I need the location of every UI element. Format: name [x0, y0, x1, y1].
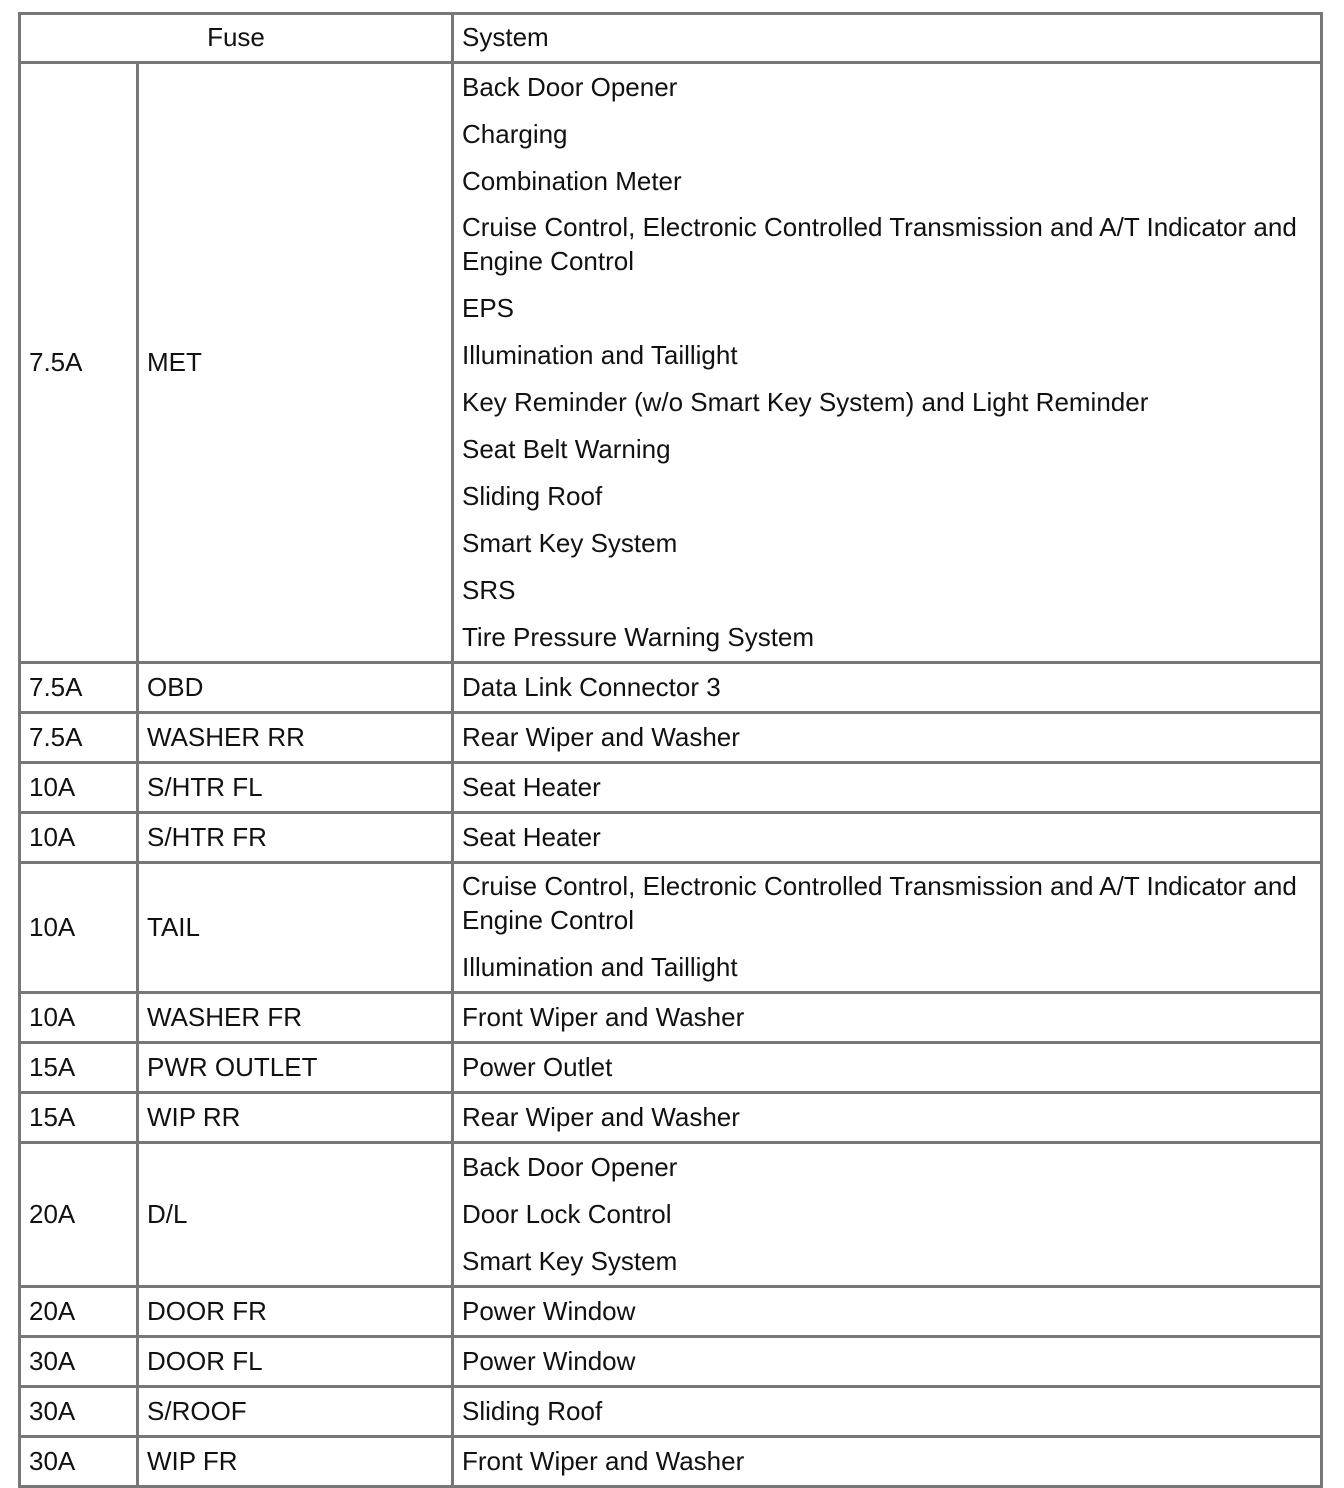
system-item: Illumination and Taillight	[462, 951, 738, 982]
system-item: Front Wiper and Washer	[462, 1445, 745, 1476]
fuse-amperage-cell: 30A	[20, 1437, 138, 1487]
table-row	[20, 663, 1322, 713]
system-item: Illumination and Taillight	[462, 339, 738, 370]
fuse-name-cell: WIP FR	[138, 1437, 453, 1487]
system-column-header: System	[453, 14, 1322, 63]
system-item: Back Door Opener	[462, 1151, 678, 1182]
fuse-name-cell: S/HTR FL	[138, 763, 453, 813]
system-item: Charging	[462, 118, 568, 149]
fuse-name-cell: S/HTR FR	[138, 813, 453, 863]
system-item: Power Window	[462, 1345, 636, 1376]
system-item: Smart Key System	[462, 527, 678, 558]
system-item: Door Lock Control	[462, 1198, 672, 1229]
table-row	[20, 763, 1322, 813]
table-row	[20, 1143, 1322, 1287]
system-item: Seat Belt Warning	[462, 433, 671, 464]
table-row	[20, 1287, 1322, 1337]
table-row	[20, 1043, 1322, 1093]
system-cell	[453, 713, 1322, 763]
fuse-column-header: Fuse	[20, 14, 453, 63]
fuse-amperage-cell: 7.5A	[20, 713, 138, 763]
system-item: Data Link Connector 3	[462, 671, 721, 702]
table-row	[20, 813, 1322, 863]
fuse-amperage-cell: 20A	[20, 1287, 138, 1337]
fuse-name-cell: WASHER FR	[138, 993, 453, 1043]
system-cell	[453, 1337, 1322, 1387]
system-item: Tire Pressure Warning System	[462, 621, 815, 652]
fuse-amperage-cell: 10A	[20, 993, 138, 1043]
fuse-table	[18, 12, 1323, 1488]
fuse-name-cell: D/L	[138, 1143, 453, 1287]
system-cell	[453, 1143, 1322, 1287]
system-item: Sliding Roof	[462, 480, 603, 511]
table-row	[20, 63, 1322, 663]
system-item: Power Window	[462, 1295, 636, 1326]
system-item: Seat Heater	[462, 771, 601, 802]
fuse-amperage-cell: 10A	[20, 763, 138, 813]
fuse-amperage-cell: 15A	[20, 1093, 138, 1143]
system-item: EPS	[462, 292, 515, 323]
table-row	[20, 1093, 1322, 1143]
fuse-name-cell: DOOR FR	[138, 1287, 453, 1337]
system-cell	[453, 863, 1322, 993]
table-row	[20, 993, 1322, 1043]
table-body	[20, 63, 1322, 1487]
fuse-amperage-cell: 30A	[20, 1337, 138, 1387]
system-item: Back Door Opener	[462, 71, 678, 102]
table-row	[20, 1437, 1322, 1487]
system-item: Cruise Control, Electronic Controlled Transmission and A/T Indicator and Engine Control	[462, 871, 1297, 935]
system-cell	[453, 1387, 1322, 1437]
fuse-name-cell: OBD	[138, 663, 453, 713]
fuse-amperage-cell: 20A	[20, 1143, 138, 1287]
fuse-amperage-cell: 10A	[20, 863, 138, 993]
system-item: Rear Wiper and Washer	[462, 721, 740, 752]
fuse-name-cell: TAIL	[138, 863, 453, 993]
system-cell	[453, 763, 1322, 813]
fuse-name-cell: WIP RR	[138, 1093, 453, 1143]
system-cell	[453, 1043, 1322, 1093]
system-item: Cruise Control, Electronic Controlled Transmission and A/T Indicator and Engine Control	[462, 212, 1297, 276]
fuse-amperage-cell: 15A	[20, 1043, 138, 1093]
fuse-name-cell: MET	[138, 63, 453, 663]
system-item: Rear Wiper and Washer	[462, 1101, 740, 1132]
fuse-name-cell: S/ROOF	[138, 1387, 453, 1437]
system-item: Combination Meter	[462, 165, 682, 196]
system-item: Seat Heater	[462, 821, 601, 852]
system-cell	[453, 1437, 1322, 1487]
system-item: Smart Key System	[462, 1245, 678, 1276]
table-row	[20, 1387, 1322, 1437]
fuse-amperage-cell: 10A	[20, 813, 138, 863]
table-header	[20, 14, 1322, 63]
table-row	[20, 713, 1322, 763]
fuse-name-cell: WASHER RR	[138, 713, 453, 763]
system-item: SRS	[462, 574, 516, 605]
fuse-amperage-cell: 7.5A	[20, 663, 138, 713]
system-item: Sliding Roof	[462, 1395, 603, 1426]
table-row	[20, 863, 1322, 993]
system-cell	[453, 813, 1322, 863]
fuse-amperage-cell: 7.5A	[20, 63, 138, 663]
fuse-amperage-cell: 30A	[20, 1387, 138, 1437]
system-cell	[453, 993, 1322, 1043]
system-cell	[453, 1287, 1322, 1337]
system-cell	[453, 1093, 1322, 1143]
table-row	[20, 1337, 1322, 1387]
header-row	[20, 14, 1322, 63]
system-cell	[453, 63, 1322, 663]
system-item: Power Outlet	[462, 1051, 613, 1082]
system-cell	[453, 663, 1322, 713]
fuse-name-cell: DOOR FL	[138, 1337, 453, 1387]
fuse-name-cell: PWR OUTLET	[138, 1043, 453, 1093]
system-item: Key Reminder (w/o Smart Key System) and Light Reminder	[462, 386, 1149, 417]
system-item: Front Wiper and Washer	[462, 1001, 745, 1032]
